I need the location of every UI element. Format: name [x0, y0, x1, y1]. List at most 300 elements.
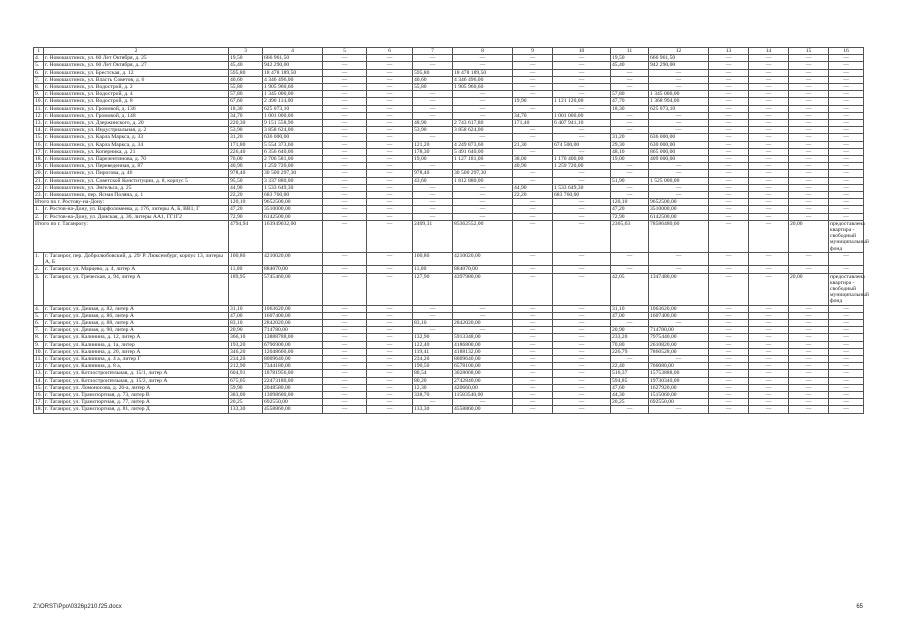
table-cell: —: [709, 91, 749, 98]
table-cell: —: [513, 305, 553, 312]
table-cell: —: [611, 252, 649, 265]
table-cell: 80,20: [413, 377, 453, 384]
table-cell: 6 356 640,00: [263, 148, 323, 155]
table-cell: —: [789, 84, 829, 91]
table-cell: —: [829, 177, 864, 184]
table-cell: —: [367, 55, 413, 62]
table-cell: —: [749, 266, 789, 273]
table-cell: г. Таганрог, ул. Калинина, д. 1а, литер: [44, 341, 229, 348]
table-cell: 189,95: [229, 273, 263, 305]
table-cell: 44,30: [611, 391, 649, 398]
table-cell: —: [367, 76, 413, 83]
table-cell: 163949032,00: [263, 220, 323, 252]
table-cell: 15753888,00: [649, 370, 709, 377]
table-cell: —: [367, 62, 413, 69]
table-cell: —: [829, 84, 864, 91]
table-cell: —: [453, 399, 513, 406]
table-cell: —: [553, 148, 611, 155]
table-cell: г. Таганрог, ул. Греческая, д. 94, литер А: [44, 273, 229, 305]
table-cell: г. Новошахтинск, ул. 60 Лет Октября, д. 25: [44, 55, 229, 62]
table-cell: —: [749, 148, 789, 155]
table-cell: 16.: [35, 391, 42, 398]
table-cell: —: [367, 377, 413, 384]
table-cell: —: [453, 213, 513, 220]
table-cell: г. Таганрог, ул. Марцево, д. 4, литер А: [44, 266, 229, 273]
table-cell: —: [829, 334, 864, 341]
table-cell: —: [323, 213, 367, 220]
header-cell: 16: [829, 48, 864, 55]
table-cell: 4 249 873,60: [453, 141, 513, 148]
table-cell: —: [749, 170, 789, 177]
table-cell: —: [553, 252, 611, 265]
table-cell: —: [649, 170, 709, 177]
table-cell: 1 533 649,30: [553, 184, 611, 191]
table-row: [34, 62, 864, 69]
table-cell: —: [453, 305, 513, 312]
table-cell: —: [709, 141, 749, 148]
table-cell: 9652500,00: [263, 199, 323, 206]
table-row: [34, 112, 864, 119]
table-cell: 12.: [35, 112, 42, 119]
table-row: [34, 156, 864, 163]
table-cell: —: [649, 406, 709, 413]
table-cell: 40,60: [413, 76, 453, 83]
table-cell: —: [513, 127, 553, 134]
table-row: [34, 127, 864, 134]
table-cell: 20,25: [229, 399, 263, 406]
table-cell: —: [789, 156, 829, 163]
table-cell: 595,80: [229, 69, 263, 76]
table-cell: —: [829, 127, 864, 134]
table-cell: 978,40: [413, 170, 453, 177]
table-cell: —: [553, 377, 611, 384]
table-cell: —: [553, 84, 611, 91]
table-cell: 15.: [35, 384, 42, 391]
table-cell: —: [513, 199, 553, 206]
table-cell: 5 554 373,60: [263, 141, 323, 148]
table-cell: —: [323, 348, 367, 355]
table-cell: 3510000,00: [649, 206, 709, 213]
table-cell: —: [323, 319, 367, 326]
table-cell: 4210020,00: [453, 252, 513, 265]
table-cell: 9652500,00: [649, 199, 709, 206]
table-cell: 57,80: [611, 91, 649, 98]
table-cell: 594,85: [611, 377, 649, 384]
table-cell: 4210020,00: [263, 252, 323, 265]
table-cell: 22,20: [513, 192, 553, 199]
table-cell: 383,00: [229, 391, 263, 398]
table-cell: 40,90: [229, 163, 263, 170]
table-cell: —: [553, 199, 611, 206]
table-cell: —: [611, 120, 649, 127]
table-cell: 21.: [35, 177, 42, 184]
table-cell: —: [829, 69, 864, 76]
table-cell: 53,90: [413, 127, 453, 134]
table-row: [34, 355, 864, 362]
table-cell: 30 500 297,30: [453, 170, 513, 177]
table-cell: 9.: [34, 341, 44, 348]
table-cell: —: [829, 206, 864, 213]
table-cell: —: [453, 105, 513, 112]
table-cell: г. Таганрог, пер. Добролюбовский, д. 29/ Р. Люксембург, корпус 13, литеры А, Б: [44, 252, 229, 265]
table-cell: —: [709, 252, 749, 265]
table-cell: 1 533 649,30: [263, 184, 323, 191]
table-cell: —: [749, 370, 789, 377]
table-row: [34, 341, 864, 348]
table-cell: —: [789, 334, 829, 341]
table-cell: 6.: [34, 319, 44, 326]
table-cell: —: [323, 62, 367, 69]
table-cell: —: [829, 377, 864, 384]
table-cell: г. Новошахтинск, ул. Энгельса, д. 25: [44, 184, 229, 191]
table-cell: —: [367, 134, 413, 141]
table-cell: —: [367, 266, 413, 273]
table-row: [34, 177, 864, 184]
table-cell: —: [829, 76, 864, 83]
table-cell: —: [789, 127, 829, 134]
table-cell: 630 000,00: [649, 141, 709, 148]
table-cell: —: [709, 55, 749, 62]
table-cell: 178,30: [413, 148, 453, 155]
table-cell: —: [829, 406, 864, 413]
table-cell: —: [553, 406, 611, 413]
table-cell: —: [649, 192, 709, 199]
table-cell: —: [749, 341, 789, 348]
table-cell: —: [789, 384, 829, 391]
table-cell: —: [749, 55, 789, 62]
header-cell: 10: [553, 48, 611, 55]
table-cell: 51,90: [611, 177, 649, 184]
table-cell: г. Таганрог, ул. Калинина, д. 12, литер А: [44, 334, 229, 341]
table-cell: —: [749, 192, 789, 199]
table-cell: 625 073,10: [263, 105, 323, 112]
table-cell: 47,20: [229, 206, 263, 213]
table-cell: 636 000,00: [263, 134, 323, 141]
table-cell: —: [553, 266, 611, 273]
table-cell: г. Новошахтинск, ул. Парелентинова, д. 70: [44, 156, 229, 163]
table-cell: —: [553, 69, 611, 76]
table-cell: —: [513, 363, 553, 370]
table-cell: —: [413, 192, 453, 199]
table-cell: 120,10: [611, 199, 649, 206]
table-cell: —: [323, 98, 367, 105]
table-cell: 8009640,00: [263, 355, 323, 362]
table-cell: —: [829, 252, 864, 265]
table-cell: —: [789, 406, 829, 413]
table-cell: —: [513, 55, 553, 62]
table-cell: —: [553, 312, 611, 319]
table-cell: —: [789, 341, 829, 348]
table-cell: 3.: [34, 273, 44, 305]
table-cell: 1 121 120,00: [553, 98, 611, 105]
table-cell: 17.: [35, 148, 42, 155]
file-path: Z:\ORST\Ppo\0326p210.f25.docx: [33, 604, 122, 610]
table-cell: 7860528,00: [649, 348, 709, 355]
table-cell: 226,40: [229, 148, 263, 155]
table-cell: 5913348,00: [453, 334, 513, 341]
table-cell: —: [367, 399, 413, 406]
table-cell: —: [553, 134, 611, 141]
table-cell: —: [323, 84, 367, 91]
table-cell: —: [553, 170, 611, 177]
table-cell: —: [323, 163, 367, 170]
table-cell: 4186800,00: [453, 341, 513, 348]
table-cell: —: [829, 319, 864, 326]
table-cell: 72,90: [229, 213, 263, 220]
table-cell: 420660,00: [453, 384, 513, 391]
table-cell: —: [323, 141, 367, 148]
table-cell: —: [709, 334, 749, 341]
table-cell: —: [513, 76, 553, 83]
table-cell: —: [789, 163, 829, 170]
table-cell: 19,50: [229, 55, 263, 62]
table-cell: —: [367, 384, 413, 391]
header-cell: 1: [34, 48, 44, 55]
table-cell: —: [367, 327, 413, 334]
table-cell: —: [553, 363, 611, 370]
table-row: [34, 363, 864, 370]
table-cell: —: [611, 112, 649, 119]
table-cell: 7.: [34, 327, 44, 334]
table-cell: 95,50: [229, 177, 263, 184]
table-cell: 55,80: [229, 84, 263, 91]
table-cell: —: [749, 348, 789, 355]
table-cell: —: [709, 120, 749, 127]
table-cell: —: [453, 112, 513, 119]
table-cell: 44,90: [229, 184, 263, 191]
table-cell: —: [513, 213, 553, 220]
table-cell: —: [829, 305, 864, 312]
table-cell: —: [829, 399, 864, 406]
table-cell: 34,70: [513, 112, 553, 119]
table-cell: —: [709, 220, 749, 252]
table-row: [34, 69, 864, 76]
table-cell: —: [553, 348, 611, 355]
table-cell: 11.: [35, 105, 42, 112]
table-cell: —: [367, 355, 413, 362]
table-cell: 127,90: [413, 273, 453, 305]
table-cell: —: [513, 384, 553, 391]
table-cell: г. Таганрог, ул. Калинина, д. 4 а, литер Г: [44, 355, 229, 362]
table-cell: —: [453, 55, 513, 62]
table-cell: 13098600,00: [263, 391, 323, 398]
table-cell: г. Таганрог, ул. Дачная, д. 88, литер А: [44, 319, 229, 326]
table-cell: —: [513, 327, 553, 334]
table-cell: —: [749, 91, 789, 98]
table-cell: —: [611, 184, 649, 191]
table-cell: 1 525 000,00: [649, 177, 709, 184]
table-cell: 1607400,00: [649, 312, 709, 319]
table-cell: 8.: [34, 334, 44, 341]
table-row: [34, 55, 864, 62]
table-cell: —: [829, 98, 864, 105]
table-cell: —: [709, 327, 749, 334]
table-cell: 78586480,00: [649, 220, 709, 252]
table-cell: 2742840,00: [453, 377, 513, 384]
table-cell: —: [553, 273, 611, 305]
table-cell: —: [323, 184, 367, 191]
table-cell: —: [553, 319, 611, 326]
table-cell: —: [749, 312, 789, 319]
table-cell: 57,80: [229, 91, 263, 98]
table-cell: —: [323, 399, 367, 406]
table-cell: —: [829, 384, 864, 391]
table-cell: 20,25: [611, 399, 649, 406]
table-cell: —: [513, 355, 553, 362]
table-row: [34, 384, 864, 391]
table-cell: 7975440,00: [649, 334, 709, 341]
table-cell: 47,70: [611, 98, 649, 105]
table-cell: 4 346 496,00: [263, 76, 323, 83]
table-cell: предоставлена квартира - свободный муниципальный фонд: [830, 273, 869, 305]
table-cell: 7.: [34, 76, 44, 83]
table-cell: 72,90: [611, 213, 649, 220]
table-cell: —: [611, 319, 649, 326]
table-cell: 83,10: [413, 319, 453, 326]
table-cell: 29,30: [611, 141, 649, 148]
table-cell: —: [829, 266, 864, 273]
table-cell: —: [829, 391, 864, 398]
table-cell: —: [323, 341, 367, 348]
table-cell: —: [749, 199, 789, 206]
table-row: [34, 91, 864, 98]
table-cell: 1 368 994,00: [649, 98, 709, 105]
table-cell: 226,79: [611, 348, 649, 355]
table-cell: 120,10: [229, 199, 263, 206]
table-cell: —: [649, 76, 709, 83]
table-cell: 22,20: [229, 192, 263, 199]
table-cell: 212,90: [229, 363, 263, 370]
table-cell: 2048580,00: [263, 384, 323, 391]
table-cell: —: [749, 141, 789, 148]
table-cell: г. Ростов-на-Дону, ул. Варфоломеева, д. 176, литеры А, Б, ВВ1, Г: [44, 206, 229, 213]
table-cell: —: [323, 312, 367, 319]
table-cell: —: [323, 55, 367, 62]
table-row: [34, 148, 864, 155]
table-cell: —: [789, 112, 829, 119]
table-cell: —: [367, 120, 413, 127]
table-cell: —: [829, 170, 864, 177]
table-cell: 2.: [34, 266, 44, 273]
table-cell: —: [553, 55, 611, 62]
table-cell: —: [709, 62, 749, 69]
table-cell: 119,41: [413, 348, 453, 355]
table-cell: 132,90: [413, 334, 453, 341]
header-cell: 13: [709, 48, 749, 55]
table-cell: —: [367, 213, 413, 220]
table-cell: —: [829, 55, 864, 62]
header-cell: 12: [649, 48, 709, 55]
table-cell: —: [709, 127, 749, 134]
document-page: [33, 47, 869, 414]
table-cell: г. Таганрог, ул. Дачная, д. 82, литер А: [44, 305, 229, 312]
table-cell: —: [649, 84, 709, 91]
table-cell: —: [413, 199, 453, 206]
table-cell: 34,70: [229, 112, 263, 119]
table-cell: —: [611, 266, 649, 273]
table-cell: 5.: [34, 62, 44, 69]
table-cell: —: [829, 348, 864, 355]
table-cell: г. Таганрог, ул. Котлостроительная, д. 15/1, литер А: [44, 370, 229, 377]
table-cell: —: [829, 156, 864, 163]
table-cell: 865 000,00: [649, 148, 709, 155]
table-cell: —: [367, 334, 413, 341]
table-body: [34, 48, 869, 414]
table-cell: —: [513, 206, 553, 213]
table-row: [34, 184, 864, 191]
table-cell: —: [553, 341, 611, 348]
table-cell: —: [413, 55, 453, 62]
table-cell: —: [453, 312, 513, 319]
table-cell: 7344180,00: [263, 363, 323, 370]
table-cell: 1347480,00: [649, 273, 709, 305]
table-cell: —: [323, 91, 367, 98]
table-cell: г. Таганрог, ул. Калинина, д. 8 а,: [44, 363, 229, 370]
table-cell: 31,20: [229, 134, 263, 141]
table-cell: —: [323, 273, 367, 305]
table-cell: 48,90: [413, 120, 453, 127]
header-cell: 5: [323, 48, 367, 55]
table-cell: 76,00: [229, 156, 263, 163]
table-cell: г. Ростов-на-Дону, ул. Донская, д. 36, литеры АА1, ГГ1Г2: [44, 213, 229, 220]
table-cell: —: [649, 319, 709, 326]
table-cell: —: [513, 84, 553, 91]
table-cell: —: [829, 199, 864, 206]
table-cell: 20,00: [789, 273, 829, 305]
table-cell: 121,20: [413, 141, 453, 148]
header-cell: 9: [513, 48, 553, 55]
table-cell: 4 346 496,00: [453, 76, 513, 83]
table-cell: —: [513, 319, 553, 326]
table-cell: —: [709, 84, 749, 91]
table-cell: —: [611, 163, 649, 170]
table-cell: —: [453, 98, 513, 105]
table-cell: —: [789, 120, 829, 127]
table-cell: —: [323, 220, 367, 252]
table-cell: 21,30: [513, 141, 553, 148]
table-cell: —: [749, 252, 789, 265]
table-cell: —: [789, 141, 829, 148]
table-cell: 19,90: [513, 98, 553, 105]
table-cell: 11,00: [229, 266, 263, 273]
table-cell: —: [323, 266, 367, 273]
table-cell: —: [709, 266, 749, 273]
table-cell: —: [553, 370, 611, 377]
table-cell: —: [367, 127, 413, 134]
table-cell: 5 491 640,00: [453, 148, 513, 155]
table-cell: —: [789, 213, 829, 220]
table-cell: —: [649, 266, 709, 273]
table-cell: —: [789, 348, 829, 355]
table-cell: —: [367, 199, 413, 206]
table-row: [34, 266, 864, 273]
table-cell: 18 478 189,50: [453, 69, 513, 76]
table-row: [34, 327, 864, 334]
table-cell: 942 290,00: [649, 62, 709, 69]
table-cell: 11,00: [413, 266, 453, 273]
table-cell: —: [367, 363, 413, 370]
table-cell: —: [749, 355, 789, 362]
table-cell: 346,20: [229, 348, 263, 355]
table-cell: —: [413, 163, 453, 170]
table-cell: —: [323, 148, 367, 155]
table-cell: —: [323, 377, 367, 384]
table-cell: 48,10: [611, 148, 649, 155]
table-cell: 1515060,00: [649, 391, 709, 398]
table-cell: —: [709, 76, 749, 83]
table-cell: —: [709, 213, 749, 220]
table-cell: г. Таганрог, ул. Дачная, д. 90, литер А: [44, 327, 229, 334]
